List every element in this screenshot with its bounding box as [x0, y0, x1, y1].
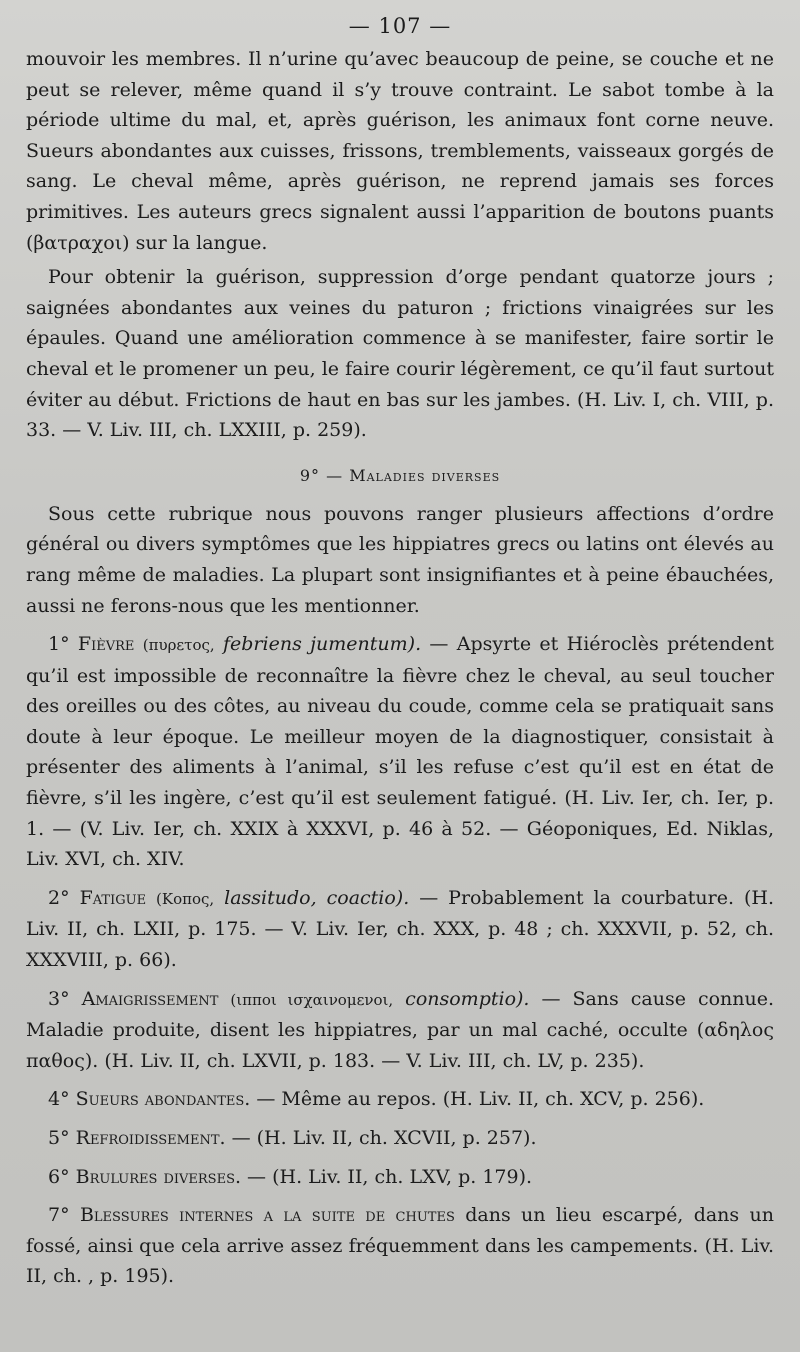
item-text: — Apsyrte et Hiéroclès prétendent qu’il est impossible de reconnaître la fièvre chez le cheval, au seul toucher des oreilles ou des côtes, au niveau du coude, comme cela se pratiquait sans doute à leur époque. Le meilleur moyen de la diagnostiquer, consistait à présenter des aliments à l’animal, s’il les refuse c’est qu’il est en état de fièvre, s’il les ingère, c’est qu’il est seulement fatigué. (H. Liv. Ier, ch. Ier, p. 1. — (V. Liv. Ier, ch. XXIX à XXXVI, p. 46 à 52. — Géoponiques, Ed. Niklas, Liv. XVI, ch. XIV.	[26, 633, 774, 871]
page-number: — 107 —	[348, 14, 452, 38]
paragraph-treatment: Pour obtenir la guérison, suppression d’orge pendant quatorze jours ; saignées abondantes aux veines du paturon ; frictions vinaigrées sur les épaules. Quand une amélioration commence à se manifester, faire sortir le cheval et le promener un peu, le faire courir légèrement, ce qu’il faut surtout éviter au début. Frictions de haut en bas sur les jambes. (H. Liv. I, ch. VIII, p. 33. — V. Liv. III, ch. LXXIII, p. 259).	[26, 266, 774, 442]
section-title: Maladies diverses	[349, 465, 501, 485]
item-text: — (H. Liv. II, ch. LXV, p. 179).	[241, 1165, 533, 1188]
item-number: 2°	[48, 886, 70, 909]
list-item	[26, 1123, 774, 1154]
item-number: 5°	[48, 1127, 70, 1149]
item-greek: (Κοπος,	[156, 889, 215, 908]
item-text: — Sans cause connue. Maladie produite, disent les hippiatres, par un mal caché, occulte (αδηλος παθος). (H. Liv. II, ch. LXVII, p. 183. — V. Liv. III, ch. LV, p. 235).	[26, 987, 775, 1072]
item-number: 3°	[48, 987, 70, 1010]
item-heading: Fièvre	[77, 633, 135, 656]
list-item	[26, 1200, 774, 1292]
item-heading: Fatigue	[79, 886, 147, 909]
section-number: 9°	[299, 465, 321, 485]
item-text: dans un lieu escarpé, dans un fossé, ainsi que cela arrive assez fréquemment dans les campements. (H. Liv. II, ch. , p. 195).	[26, 1204, 774, 1288]
item-text: — Même au repos. (H. Liv. II, ch. XCV, p. 256).	[250, 1088, 705, 1111]
item-latin: lassitudo, coactio).	[224, 886, 410, 909]
item-latin: consomptio).	[405, 987, 530, 1010]
item-greek: (πυρετος,	[142, 636, 215, 655]
item-heading: Amaigrissement	[81, 987, 219, 1010]
item-heading: Blessures internes a la suite de chutes	[79, 1204, 455, 1227]
list-item	[26, 1084, 774, 1115]
list-item	[26, 1162, 774, 1193]
item-number: 4°	[48, 1088, 70, 1111]
list-item	[26, 984, 774, 1077]
section-dash: —	[326, 465, 344, 485]
item-heading: Sueurs abondantes.	[75, 1088, 251, 1111]
section-intro: Sous cette rubrique nous pouvons ranger plusieurs affections d’ordre général ou divers symptômes que les hippiatres grecs ou latins ont élevés au rang même de maladies. La plupart sont insignifiantes et à peine ébauchées, aussi ne ferons-nous que les mentionner.	[26, 502, 774, 617]
item-number: 7°	[48, 1204, 70, 1227]
item-heading: Brulures diverses.	[75, 1165, 242, 1188]
section-heading	[26, 466, 774, 485]
item-heading: Refroidissement.	[75, 1127, 226, 1149]
item-text: — Probablement la courbature. (H. Liv. II, ch. LXII, p. 175. — V. Liv. Ier, ch. XXX, p. 48 ; ch. XXXVII, p. 52, ch. XXXVIII, p. 66).	[26, 886, 775, 972]
list-item	[26, 883, 774, 976]
item-number: 6°	[48, 1165, 70, 1188]
paragraph-continued: mouvoir les membres. Il n’urine qu’avec beaucoup de peine, se couche et ne peut se relever, même quand il s’y trouve contraint. Le sabot tombe à la période ultime du mal, et, après guérison, les animaux font corne neuve. Sueurs abondantes aux cuisses, frissons, tremblements, vaisseaux gorgés de sang. Le cheval même, après guérison, ne reprend jamais ses forces primitives. Les auteurs grecs signalent aussi l’apparition de boutons puants (βατραχοι) sur la langue.	[26, 48, 774, 254]
item-latin: febriens jumentum).	[222, 633, 422, 656]
item-number: 1°	[48, 633, 70, 656]
item-greek: (ιπποι ισχαινομενοι,	[230, 990, 394, 1009]
item-text: — (H. Liv. II, ch. XCVII, p. 257).	[225, 1127, 537, 1149]
list-item	[26, 629, 774, 875]
